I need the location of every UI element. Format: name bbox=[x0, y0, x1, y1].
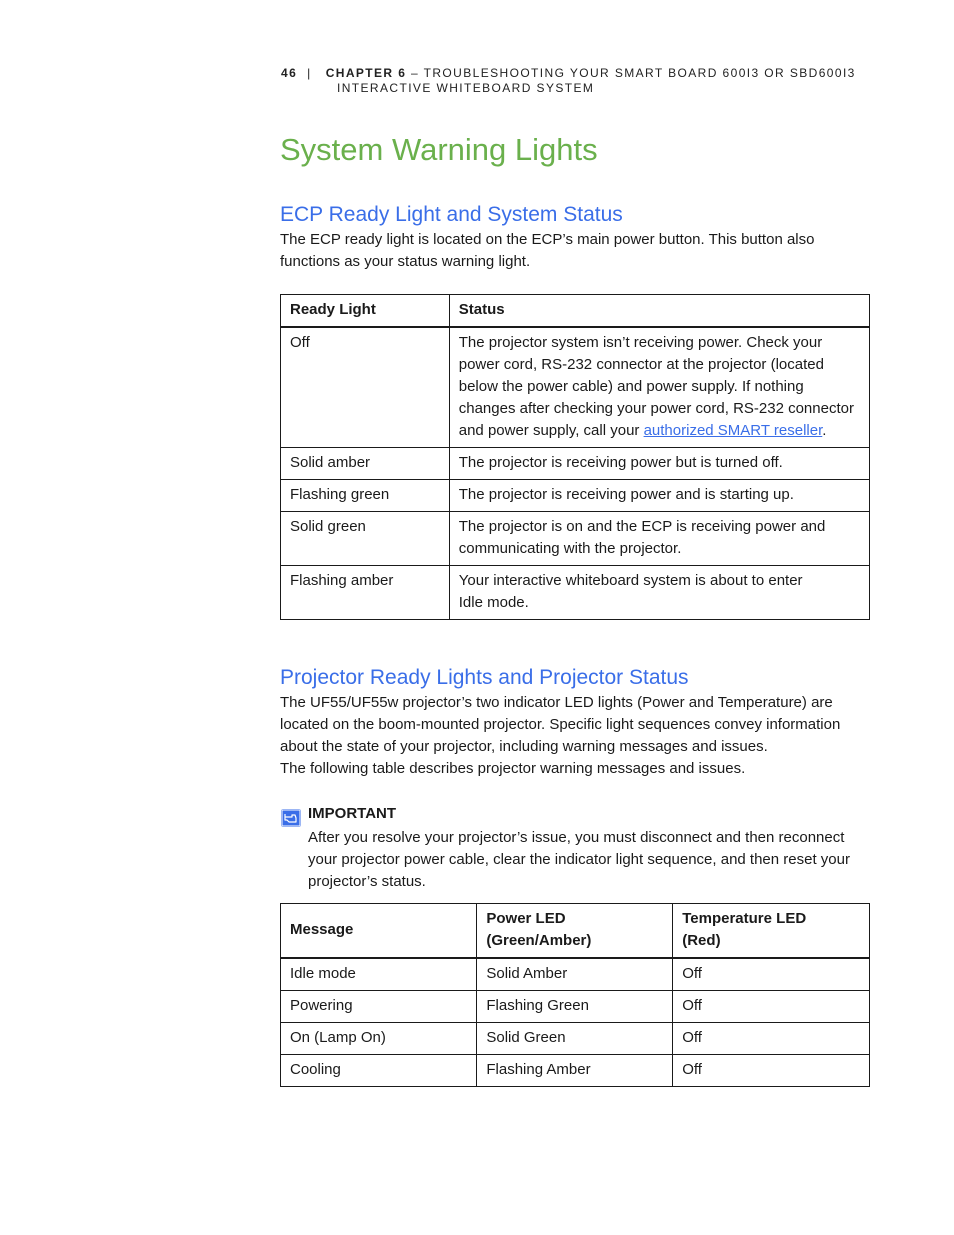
power-led-cell: Solid Amber bbox=[477, 958, 673, 991]
table-row bbox=[281, 958, 870, 991]
column-header-message: Message bbox=[281, 904, 477, 959]
page-header bbox=[281, 66, 881, 96]
ready-light-cell: Flashing green bbox=[281, 480, 450, 512]
table-header-row bbox=[281, 295, 870, 328]
table-row bbox=[281, 480, 870, 512]
important-label: IMPORTANT bbox=[308, 805, 397, 822]
status-cell: The projector is receiving power but is turned off. bbox=[449, 448, 869, 480]
column-header-ready-light: Ready Light bbox=[281, 295, 450, 328]
section-heading-ecp: ECP Ready Light and System Status bbox=[280, 203, 623, 226]
chapter-title-line1: – TROUBLESHOOTING YOUR SMART BOARD 600I3 OR SBD600I3 bbox=[411, 66, 856, 80]
temperature-led-cell: Off bbox=[673, 1055, 870, 1087]
status-cell: Your interactive whiteboard system is about to enter Idle mode. bbox=[449, 566, 869, 620]
ready-light-cell: Solid green bbox=[281, 512, 450, 566]
hand-pointing-icon bbox=[281, 809, 301, 827]
status-cell: The projector is on and the ECP is receiving power and communicating with the projector. bbox=[449, 512, 869, 566]
table-row bbox=[281, 1055, 870, 1087]
ready-light-cell: Off bbox=[281, 327, 450, 448]
table-row bbox=[281, 512, 870, 566]
table-row bbox=[281, 327, 870, 448]
power-led-cell: Flashing Amber bbox=[477, 1055, 673, 1087]
table-row bbox=[281, 1023, 870, 1055]
column-header-power-led: Power LED (Green/Amber) bbox=[477, 904, 673, 959]
projector-table-description: The following table describes projector warning messages and issues. bbox=[280, 760, 746, 777]
projector-intro-paragraph: The UF55/UF55w projector’s two indicator LED lights (Power and Temperature) are located on the boom-mounted projector. Specific light sequences convey information about the state of your projector, including warning messages and issues. bbox=[280, 694, 841, 755]
ready-light-cell: Solid amber bbox=[281, 448, 450, 480]
page-title: System Warning Lights bbox=[280, 132, 598, 167]
message-cell: Idle mode bbox=[281, 958, 477, 991]
header-separator: | bbox=[307, 66, 312, 80]
status-text-suffix: . bbox=[822, 422, 827, 439]
ready-light-cell: Flashing amber bbox=[281, 566, 450, 620]
power-led-cell: Flashing Green bbox=[477, 991, 673, 1023]
ready-light-table bbox=[280, 294, 870, 620]
table-header-row bbox=[281, 904, 870, 959]
chapter-title-line2: INTERACTIVE WHITEBOARD SYSTEM bbox=[337, 81, 595, 95]
status-cell bbox=[449, 327, 869, 448]
temperature-led-cell: Off bbox=[673, 958, 870, 991]
column-header-status: Status bbox=[449, 295, 869, 328]
message-cell: Cooling bbox=[281, 1055, 477, 1087]
page-number: 46 bbox=[281, 66, 298, 80]
ecp-intro-paragraph: The ECP ready light is located on the ECP’s main power button. This button also functions as your status warning light. bbox=[280, 231, 815, 270]
status-cell: The projector is receiving power and is starting up. bbox=[449, 480, 869, 512]
temperature-led-cell: Off bbox=[673, 991, 870, 1023]
temperature-led-cell: Off bbox=[673, 1023, 870, 1055]
chapter-label: CHAPTER 6 bbox=[325, 66, 407, 80]
column-header-temperature-led: Temperature LED (Red) bbox=[673, 904, 870, 959]
message-cell: Powering bbox=[281, 991, 477, 1023]
section-heading-projector: Projector Ready Lights and Projector Status bbox=[280, 666, 689, 689]
table-row bbox=[281, 448, 870, 480]
table-row bbox=[281, 566, 870, 620]
authorized-reseller-link[interactable]: authorized SMART reseller bbox=[643, 422, 823, 439]
power-led-cell: Solid Green bbox=[477, 1023, 673, 1055]
message-cell: On (Lamp On) bbox=[281, 1023, 477, 1055]
status-text: The projector system isn’t receiving power. Check your power cord, RS-232 connector at the projector (located below the power cable) and power supply. If nothing changes after checking your power cord, RS-232 connector and power supply, call your bbox=[458, 334, 854, 439]
table-row bbox=[281, 991, 870, 1023]
projector-status-table bbox=[280, 903, 870, 1087]
important-text: After you resolve your projector’s issue, you must disconnect and then reconnect your projector power cable, clear the indicator light sequence, and then reset your projector’s status. bbox=[308, 829, 850, 890]
